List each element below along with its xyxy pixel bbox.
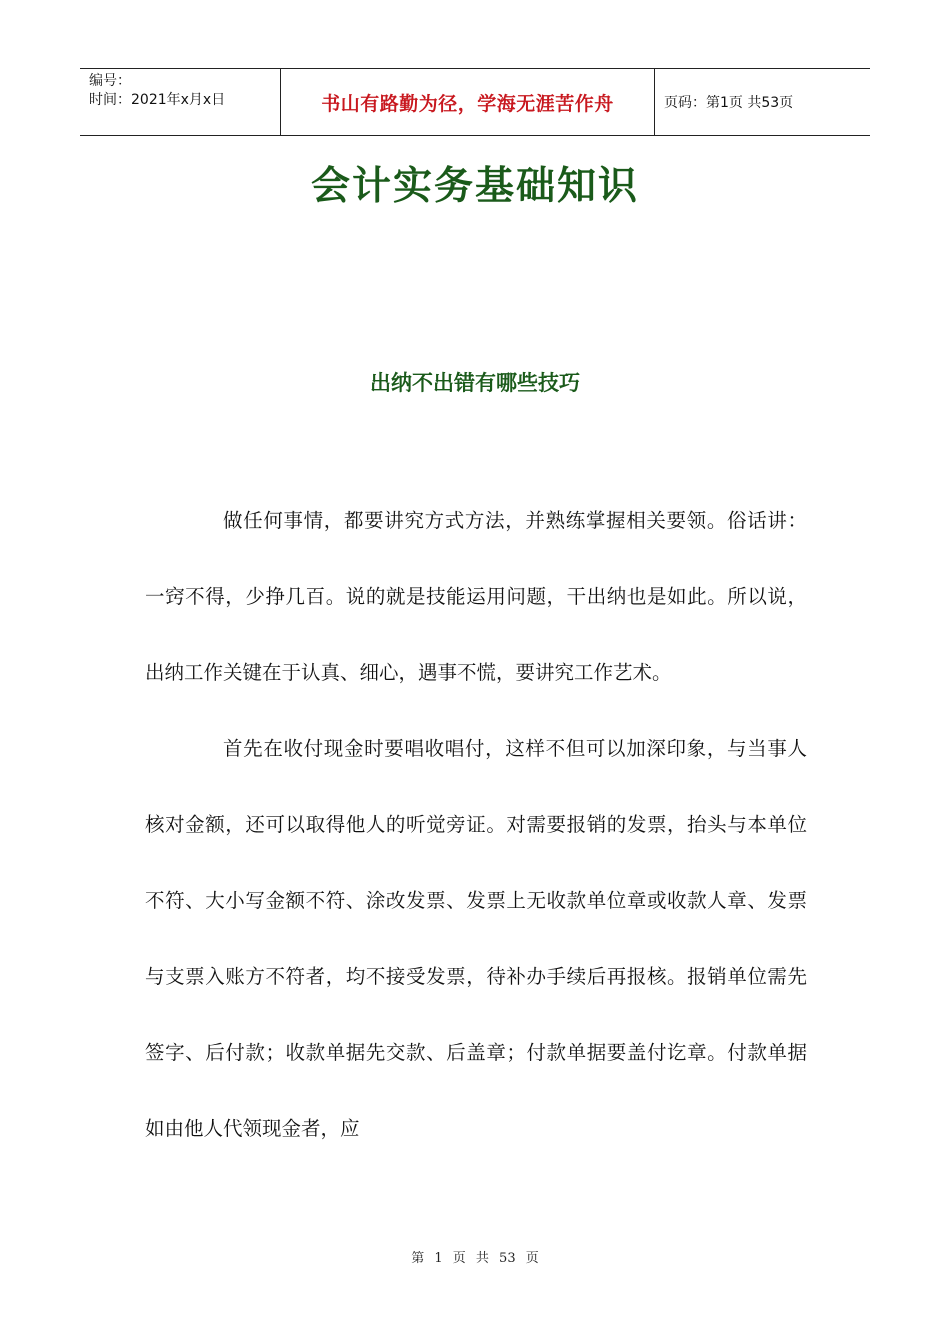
section-title: 出纳不出错有哪些技巧 (370, 370, 580, 395)
paragraph: 做任何事情，都要讲究方式方法，并熟练掌握相关要领。俗话讲：一窍不得，少挣几百。说的就是技能运用问题，干出纳也是如此。所以说，出纳工作关键在于认真、细心，遇事不慌，要讲究工作艺术。 (145, 509, 807, 684)
header-table (80, 68, 870, 136)
date-label: 时间：2021年x月x日 (89, 92, 226, 108)
page-footer: 第 1 页 共 53 页 (411, 1251, 539, 1266)
body-text (145, 483, 807, 1167)
header-motto-cell (281, 69, 655, 135)
document-title: 会计实务基础知识 (310, 163, 639, 209)
header-page-cell (655, 69, 870, 135)
page-info: 页码：第1页 共53页 (664, 95, 794, 111)
paragraph: 首先在收付现金时要唱收唱付，这样不但可以加深印象，与当事人核对金额，还可以取得他人的听觉旁证。对需要报销的发票，抬头与本单位不符、大小写金额不符、涂改发票、发票上无收款单位章或收款人章、发票与支票入账方不符者，均不接受发票，待补办手续后再报核。报销单位需先签字、后付款；收款单据先交款、后盖章；付款单据要盖付讫章。付款单据如由他人代领现金者，应 (145, 737, 807, 1140)
number-label: 编号： (89, 73, 131, 89)
motto-text: 书山有路勤为径，学海无涯苦作舟 (321, 92, 614, 115)
header-meta-cell (80, 69, 281, 135)
